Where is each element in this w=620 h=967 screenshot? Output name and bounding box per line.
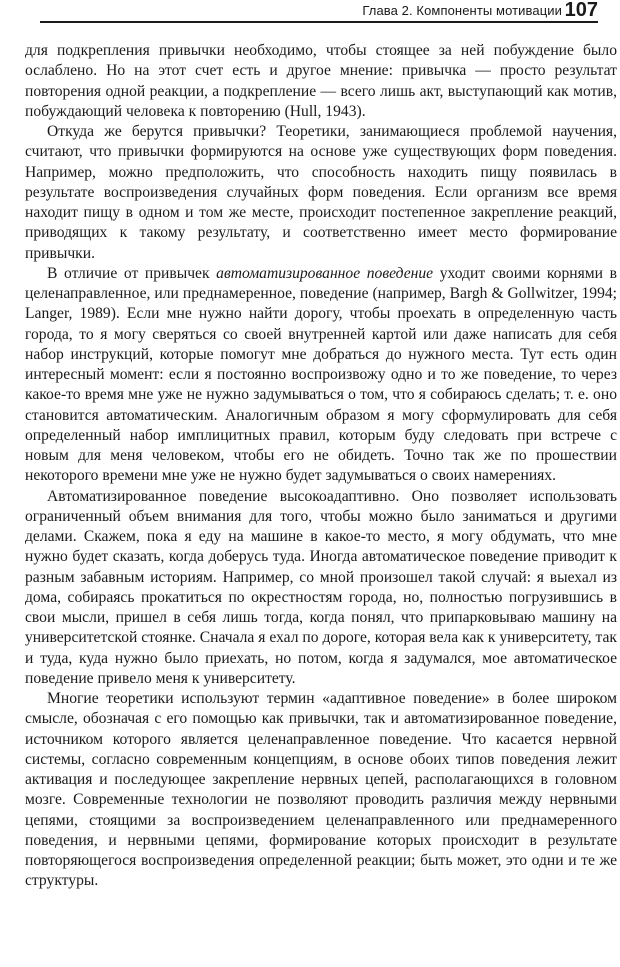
term-automated-behavior: автоматизированное поведение: [216, 264, 434, 282]
running-head: Глава 2. Компоненты мотивации: [362, 3, 562, 18]
paragraph-2: Откуда же берутся привычки? Теоретики, занимающиеся проблемой научения, считают, что привычки формируются на основе уже существующих форм поведения. Например, можно предположить, что способность находить пищу появилась в результате воспроизведения случайных форм поведения. Если организм все время находит пищу в одном и том же месте, происходит постепенное закрепление реакций, приводящих к такому результату, и соответственно имеет место формирование привычки.: [25, 123, 617, 262]
paragraph-3-start: В отличие от привычек: [47, 264, 217, 282]
page-body: [25, 41, 617, 892]
header-rule: [40, 21, 598, 23]
paragraph-3-rest: уходит своими корнями в целенаправленное, или преднамеренное, поведение (например, Bargh & Gollwitzer, 1994; Langer, 1989). Если мне нужно найти дорогу, чтобы проехать в определенную часть города, то я могу сверяться со своей внутренней картой или даже написать для себя набор инструкций, которые помогут мне добраться до нужного места. Тут есть один интересный момент: если я постоянно воспроизвожу одно и то же поведение, то через какое-то время мне уже не нужно задумываться о том, что я собираюсь сделать; т. е. оно становится автоматическим. Аналогичным образом я могу сформулировать для себя определенный набор имплицитных правил, которым буду следовать при встрече с новым для меня человеком, чтобы его не обидеть. Точно так же по прошествии некоторого времени мне уже не нужно будет задумываться о своих намерениях.: [25, 264, 617, 485]
paragraph-3: [25, 264, 617, 487]
page-header: [0, 0, 620, 24]
paragraph-4: Автоматизированное поведение высокоадаптивно. Оно позволяет использовать ограниченный объем внимания для того, чтобы можно было заниматься и другими делами. Скажем, пока я еду на машине в какое-то место, я могу обдумать, что мне нужно будет сказать, когда доберусь туда. Иногда автоматическое поведение приводит к разным забавным историям. Например, со мной произошел такой случай: я выехал из дома, собираясь прокатиться по окрестностям города, но, полностью погрузившись в свои мысли, пришел в себя лишь тогда, когда понял, что припарковываю машину на университетской стоянке. Сначала я ехал по дороге, которая вела как к университету, так и туда, куда нужно было приехать, но потом, когда я задумался, мое автоматическое поведение привело меня к университету.: [25, 487, 617, 687]
paragraph-1: для подкрепления привычки необходимо, чтобы стоящее за ней побуждение было ослаблено. Но на этот счет есть и другое мнение: привычка — просто результат повторения одной реакции, а подкрепление — всего лишь акт, выступающий как мотив, побуждающий человека к повторению (Hull, 1943).: [25, 42, 617, 120]
paragraph-5: Многие теоретики используют термин «адаптивное поведение» в более широком смысле, обозначая с его помощью как привычки, так и автоматизированное поведение, источником которого является целенаправленное поведение. Что касается нервной системы, согласно современным концепциям, в основе обоих типов поведения лежит активация и последующее закрепление нервных цепей, располагающихся в головном мозге. Современные технологии не позволяют проводить различия между нервными цепями, стоящими за воспроизведением целенаправленного или преднамеренного поведения, и нервными цепями, формирование которых происходит в результате повторяющегося воспроизведения определенной реакции; быть может, это одни и те же структуры.: [25, 690, 617, 890]
page-number: 107: [564, 0, 598, 21]
